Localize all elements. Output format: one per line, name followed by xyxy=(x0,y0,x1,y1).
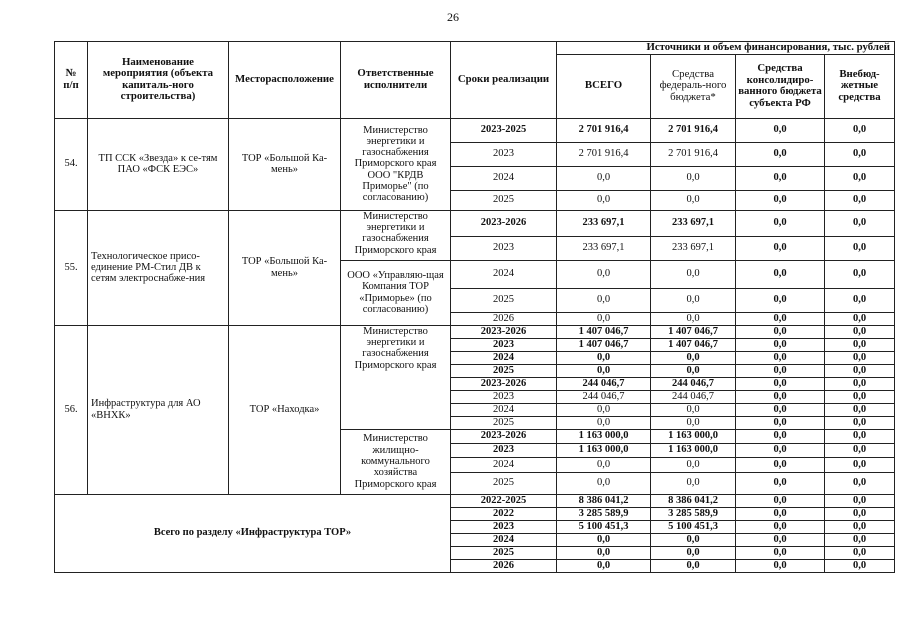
consolidated-cell: 0,0 xyxy=(736,210,825,236)
total-cell: 0,0 xyxy=(557,351,651,364)
offbudget-cell: 0,0 xyxy=(825,472,895,494)
page-number: 26 xyxy=(447,10,459,24)
offbudget-cell: 0,0 xyxy=(825,364,895,377)
period-cell: 2026 xyxy=(451,559,557,572)
total-cell: 5 100 451,3 xyxy=(557,520,651,533)
offbudget-cell: 0,0 xyxy=(825,457,895,472)
offbudget-cell: 0,0 xyxy=(825,325,895,338)
federal-cell: 2 701 916,4 xyxy=(651,118,736,142)
offbudget-cell: 0,0 xyxy=(825,236,895,260)
consolidated-cell: 0,0 xyxy=(736,457,825,472)
consolidated-cell: 0,0 xyxy=(736,416,825,429)
period-cell: 2022 xyxy=(451,507,557,520)
offbudget-cell: 0,0 xyxy=(825,559,895,572)
item-responsible: Министерство жилищно-коммунального хозяйства Приморского края xyxy=(341,429,451,494)
federal-cell: 0,0 xyxy=(651,312,736,325)
federal-cell: 0,0 xyxy=(651,533,736,546)
period-cell: 2026 xyxy=(451,312,557,325)
offbudget-cell: 0,0 xyxy=(825,507,895,520)
item-number: 55. xyxy=(55,210,88,325)
table-row xyxy=(55,210,895,236)
period-cell: 2023-2026 xyxy=(451,377,557,390)
federal-cell: 1 407 046,7 xyxy=(651,325,736,338)
item-responsible: Министерство энергетики и газоснабжения Приморского края xyxy=(341,210,451,260)
federal-cell: 1 163 000,0 xyxy=(651,443,736,457)
total-cell: 0,0 xyxy=(557,288,651,312)
period-cell: 2025 xyxy=(451,472,557,494)
consolidated-cell: 0,0 xyxy=(736,236,825,260)
item-name: Технологическое присо-единение РМ-Стил ДВ к сетям электроснабже-ния xyxy=(88,210,229,325)
period-cell: 2023 xyxy=(451,390,557,403)
total-cell: 2 701 916,4 xyxy=(557,118,651,142)
period-cell: 2024 xyxy=(451,166,557,190)
consolidated-cell: 0,0 xyxy=(736,403,825,416)
total-cell: 0,0 xyxy=(557,416,651,429)
consolidated-cell: 0,0 xyxy=(736,443,825,457)
offbudget-cell: 0,0 xyxy=(825,429,895,443)
header-name: Наименование мероприятия (объекта капиталь-ного строительства) xyxy=(88,42,229,119)
consolidated-cell: 0,0 xyxy=(736,429,825,443)
offbudget-cell: 0,0 xyxy=(825,533,895,546)
item-location: ТОР «Находка» xyxy=(229,325,341,494)
item-responsible: ООО «Управляю-щая Компания ТОР «Приморье» (по согласованию) xyxy=(341,260,451,325)
header-total: ВСЕГО xyxy=(557,54,651,118)
consolidated-cell: 0,0 xyxy=(736,312,825,325)
item-location: ТОР «Большой Ка-мень» xyxy=(229,118,341,210)
period-cell: 2023-2025 xyxy=(451,118,557,142)
offbudget-cell: 0,0 xyxy=(825,416,895,429)
table-row xyxy=(55,325,895,338)
total-cell: 0,0 xyxy=(557,190,651,210)
consolidated-cell: 0,0 xyxy=(736,533,825,546)
header-offbudget: Внебюд-жетные средства xyxy=(825,54,895,118)
consolidated-cell: 0,0 xyxy=(736,507,825,520)
period-cell: 2024 xyxy=(451,260,557,288)
offbudget-cell: 0,0 xyxy=(825,390,895,403)
consolidated-cell: 0,0 xyxy=(736,377,825,390)
period-cell: 2024 xyxy=(451,403,557,416)
header-consolidated: Средства консолидиро-ванного бюджета субъекта РФ xyxy=(736,54,825,118)
consolidated-cell: 0,0 xyxy=(736,364,825,377)
consolidated-cell: 0,0 xyxy=(736,494,825,507)
total-cell: 0,0 xyxy=(557,559,651,572)
period-cell: 2025 xyxy=(451,416,557,429)
period-cell: 2024 xyxy=(451,457,557,472)
total-cell: 233 697,1 xyxy=(557,210,651,236)
total-cell: 1 163 000,0 xyxy=(557,429,651,443)
total-cell: 244 046,7 xyxy=(557,377,651,390)
header-responsible: Ответственные исполнители xyxy=(341,42,451,119)
header-period: Сроки реализации xyxy=(451,42,557,119)
federal-cell: 0,0 xyxy=(651,166,736,190)
offbudget-cell: 0,0 xyxy=(825,118,895,142)
total-cell: 0,0 xyxy=(557,472,651,494)
total-cell: 1 407 046,7 xyxy=(557,325,651,338)
period-cell: 2023 xyxy=(451,338,557,351)
offbudget-cell: 0,0 xyxy=(825,377,895,390)
federal-cell: 0,0 xyxy=(651,546,736,559)
federal-cell: 0,0 xyxy=(651,364,736,377)
total-cell: 0,0 xyxy=(557,312,651,325)
item-number: 56. xyxy=(55,325,88,494)
federal-cell: 0,0 xyxy=(651,403,736,416)
header-sources: Источники и объем финансирования, тыс. рублей xyxy=(557,42,895,55)
federal-cell: 0,0 xyxy=(651,472,736,494)
offbudget-cell: 0,0 xyxy=(825,403,895,416)
header-num: № п/п xyxy=(55,42,88,119)
total-cell: 1 163 000,0 xyxy=(557,443,651,457)
offbudget-cell: 0,0 xyxy=(825,288,895,312)
total-cell: 0,0 xyxy=(557,533,651,546)
period-cell: 2025 xyxy=(451,288,557,312)
item-name: Инфраструктура для АО «ВНХК» xyxy=(88,325,229,494)
item-responsible: Министерство энергетики и газоснабжения Приморского края xyxy=(341,325,451,429)
consolidated-cell: 0,0 xyxy=(736,351,825,364)
total-cell: 8 386 041,2 xyxy=(557,494,651,507)
offbudget-cell: 0,0 xyxy=(825,351,895,364)
total-cell: 0,0 xyxy=(557,260,651,288)
period-cell: 2023-2026 xyxy=(451,429,557,443)
offbudget-cell: 0,0 xyxy=(825,190,895,210)
period-cell: 2025 xyxy=(451,190,557,210)
total-cell: 0,0 xyxy=(557,364,651,377)
summary-label: Всего по разделу «Инфраструктура ТОР» xyxy=(55,494,451,572)
federal-cell: 244 046,7 xyxy=(651,377,736,390)
period-cell: 2023 xyxy=(451,142,557,166)
federal-cell: 2 701 916,4 xyxy=(651,142,736,166)
consolidated-cell: 0,0 xyxy=(736,118,825,142)
offbudget-cell: 0,0 xyxy=(825,338,895,351)
federal-cell: 0,0 xyxy=(651,190,736,210)
federal-cell: 0,0 xyxy=(651,457,736,472)
item-number: 54. xyxy=(55,118,88,210)
total-cell: 0,0 xyxy=(557,403,651,416)
total-cell: 0,0 xyxy=(557,546,651,559)
total-cell: 0,0 xyxy=(557,166,651,190)
period-cell: 2023 xyxy=(451,236,557,260)
period-cell: 2025 xyxy=(451,546,557,559)
consolidated-cell: 0,0 xyxy=(736,260,825,288)
federal-cell: 0,0 xyxy=(651,288,736,312)
period-cell: 2023-2026 xyxy=(451,210,557,236)
federal-cell: 0,0 xyxy=(651,559,736,572)
federal-cell: 1 407 046,7 xyxy=(651,338,736,351)
consolidated-cell: 0,0 xyxy=(736,288,825,312)
offbudget-cell: 0,0 xyxy=(825,520,895,533)
consolidated-cell: 0,0 xyxy=(736,472,825,494)
federal-cell: 233 697,1 xyxy=(651,210,736,236)
header-federal: Средства федераль-ного бюджета* xyxy=(651,54,736,118)
period-cell: 2023 xyxy=(451,520,557,533)
total-cell: 244 046,7 xyxy=(557,390,651,403)
total-cell: 1 407 046,7 xyxy=(557,338,651,351)
consolidated-cell: 0,0 xyxy=(736,390,825,403)
consolidated-cell: 0,0 xyxy=(736,520,825,533)
period-cell: 2022-2025 xyxy=(451,494,557,507)
table-row xyxy=(55,494,895,507)
consolidated-cell: 0,0 xyxy=(736,546,825,559)
federal-cell: 8 386 041,2 xyxy=(651,494,736,507)
period-cell: 2025 xyxy=(451,364,557,377)
offbudget-cell: 0,0 xyxy=(825,494,895,507)
period-cell: 2023-2026 xyxy=(451,325,557,338)
offbudget-cell: 0,0 xyxy=(825,443,895,457)
offbudget-cell: 0,0 xyxy=(825,166,895,190)
period-cell: 2024 xyxy=(451,351,557,364)
offbudget-cell: 0,0 xyxy=(825,312,895,325)
offbudget-cell: 0,0 xyxy=(825,142,895,166)
consolidated-cell: 0,0 xyxy=(736,559,825,572)
consolidated-cell: 0,0 xyxy=(736,190,825,210)
offbudget-cell: 0,0 xyxy=(825,210,895,236)
consolidated-cell: 0,0 xyxy=(736,338,825,351)
total-cell: 233 697,1 xyxy=(557,236,651,260)
federal-cell: 233 697,1 xyxy=(651,236,736,260)
item-name: ТП ССК «Звезда» к се-тям ПАО «ФСК ЕЭС» xyxy=(88,118,229,210)
federal-cell: 5 100 451,3 xyxy=(651,520,736,533)
funding-table xyxy=(54,41,895,573)
federal-cell: 244 046,7 xyxy=(651,390,736,403)
offbudget-cell: 0,0 xyxy=(825,546,895,559)
federal-cell: 0,0 xyxy=(651,416,736,429)
total-cell: 0,0 xyxy=(557,457,651,472)
consolidated-cell: 0,0 xyxy=(736,166,825,190)
item-location: ТОР «Большой Ка-мень» xyxy=(229,210,341,325)
federal-cell: 3 285 589,9 xyxy=(651,507,736,520)
consolidated-cell: 0,0 xyxy=(736,325,825,338)
table-row xyxy=(55,118,895,142)
total-cell: 2 701 916,4 xyxy=(557,142,651,166)
header-location: Месторасположение xyxy=(229,42,341,119)
period-cell: 2023 xyxy=(451,443,557,457)
federal-cell: 1 163 000,0 xyxy=(651,429,736,443)
consolidated-cell: 0,0 xyxy=(736,142,825,166)
federal-cell: 0,0 xyxy=(651,260,736,288)
offbudget-cell: 0,0 xyxy=(825,260,895,288)
federal-cell: 0,0 xyxy=(651,351,736,364)
total-cell: 3 285 589,9 xyxy=(557,507,651,520)
period-cell: 2024 xyxy=(451,533,557,546)
item-responsible: Министерство энергетики и газоснабжения Приморского края ООО "КРДВ Приморье" (по согласованию) xyxy=(341,118,451,210)
